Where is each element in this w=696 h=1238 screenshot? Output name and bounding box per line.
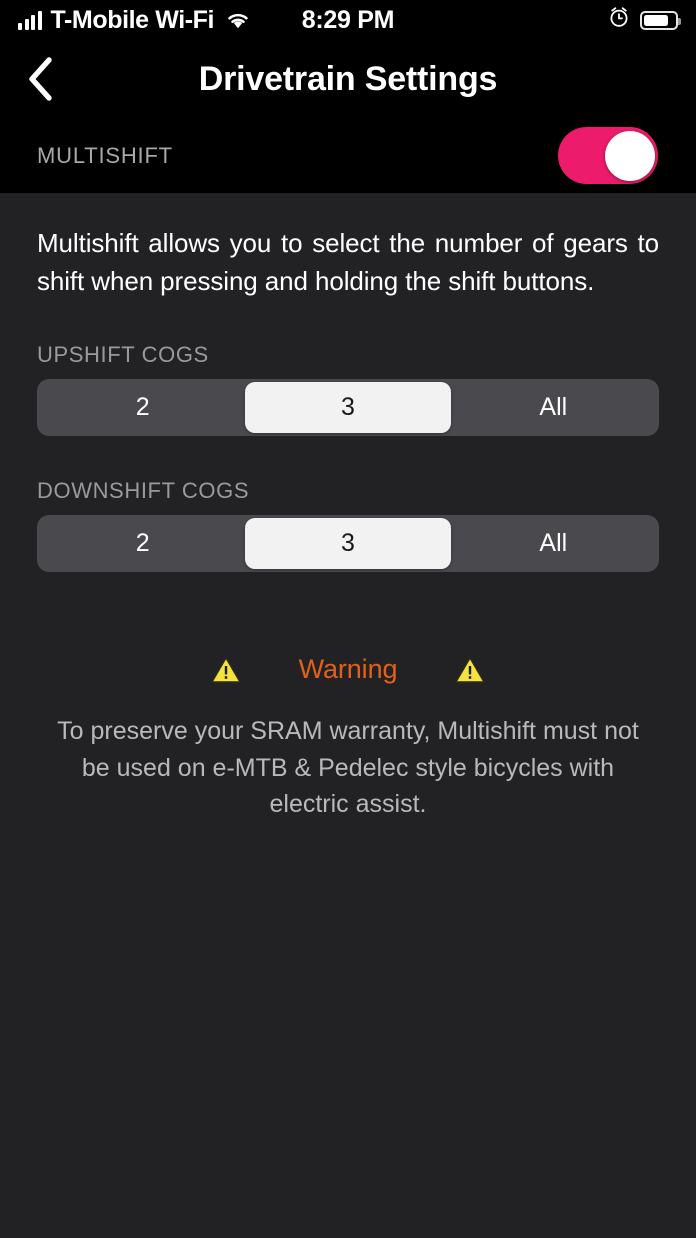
downshift-cogs-label: DOWNSHIFT COGS	[37, 478, 250, 504]
settings-content	[0, 193, 696, 1216]
upshift-option-2[interactable]: 2	[135, 393, 150, 422]
status-bar-left	[18, 6, 251, 35]
downshift-option-2[interactable]: 2	[135, 529, 150, 558]
warning-header	[37, 654, 659, 685]
alarm-clock-icon	[608, 6, 630, 35]
downshift-option-all[interactable]: All	[539, 529, 568, 558]
warning-triangle-icon	[211, 655, 241, 685]
upshift-option-3[interactable]: 3	[245, 382, 450, 433]
status-bar-time: 8:29 PM	[301, 5, 395, 34]
toggle-knob	[605, 131, 655, 181]
home-indicator-area	[0, 1216, 696, 1238]
upshift-cogs-segmented-control[interactable]	[37, 379, 659, 436]
chevron-left-icon	[25, 56, 55, 102]
downshift-option-3[interactable]: 3	[245, 518, 450, 569]
carrier-label: T-Mobile Wi-Fi	[50, 5, 215, 34]
upshift-cogs-label: UPSHIFT COGS	[37, 342, 209, 368]
page-title: Drivetrain Settings	[198, 59, 498, 98]
multishift-row	[0, 118, 696, 193]
back-button[interactable]	[16, 51, 64, 107]
navigation-bar	[0, 40, 696, 118]
multishift-toggle[interactable]	[558, 127, 658, 184]
multishift-description: Multishift allows you to select the number of gears to shift when pressing and holding the shift buttons.	[37, 228, 659, 296]
cellular-signal-icon	[18, 10, 42, 30]
wifi-icon	[225, 10, 251, 30]
status-bar-right	[608, 6, 678, 35]
status-bar	[0, 0, 696, 40]
warning-title: Warning	[298, 654, 398, 685]
multishift-label: MULTISHIFT	[37, 142, 173, 168]
warning-triangle-icon-right	[455, 655, 485, 685]
downshift-cogs-segmented-control[interactable]	[37, 515, 659, 572]
warning-text: To preserve your SRAM warranty, Multishift must not be used on e-MTB & Pedelec style bicycles with electric assist.	[57, 717, 639, 818]
battery-icon	[640, 11, 678, 30]
upshift-option-all[interactable]: All	[539, 393, 568, 422]
